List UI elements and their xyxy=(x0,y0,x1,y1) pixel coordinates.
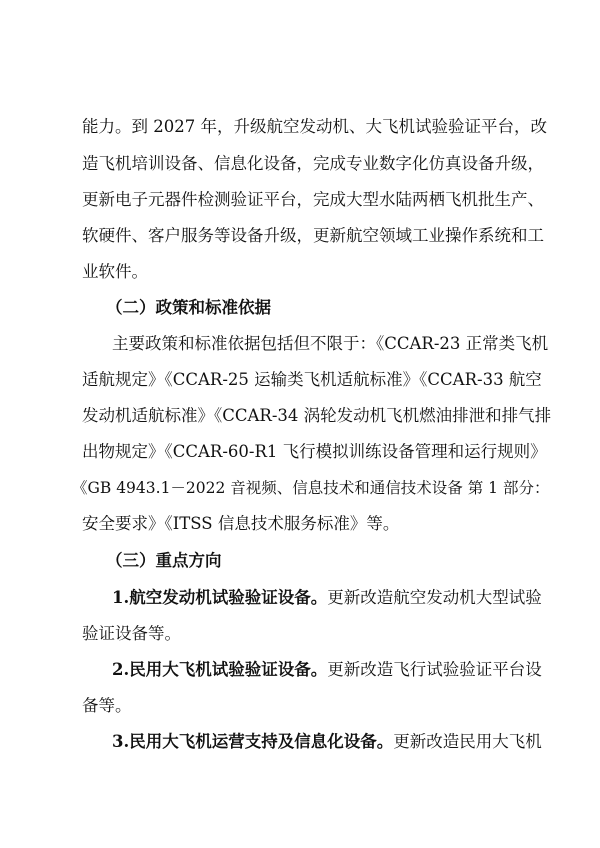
list-item-text: 更新改造航空发动机大型试验 xyxy=(327,588,542,607)
section-heading: （二）政策和标准依据 xyxy=(106,298,271,317)
body-line: 发动机适航标准》《CCAR-34 涡轮发动机飞机燃油排泄和排气排 xyxy=(82,406,552,425)
list-item xyxy=(112,588,542,608)
list-item xyxy=(112,732,542,752)
section-heading: （三）重点方向 xyxy=(106,551,222,570)
list-item-title: 3.民用大飞机运营支持及信息化设备。 xyxy=(112,732,394,751)
body-line: 出物规定》《CCAR-60-R1 飞行模拟训练设备管理和运行规则》 xyxy=(82,442,547,461)
body-line: 业软件。 xyxy=(82,262,148,281)
list-item xyxy=(112,660,542,680)
list-item-text: 更新改造飞行试验验证平台设 xyxy=(327,660,542,679)
body-line: 更新电子元器件检测验证平台，完成大型水陆两栖飞机批生产、 xyxy=(82,190,544,209)
body-line: 软硬件、客户服务等设备升级，更新航空领域工业操作系统和工 xyxy=(82,226,544,245)
body-line: 验证设备等。 xyxy=(82,624,181,643)
list-item-text: 更新改造民用大飞机 xyxy=(393,732,542,751)
body-line: 能力。到 2027 年，升级航空发动机、大飞机试验验证平台，改 xyxy=(82,117,547,136)
body-line: 主要政策和标准依据包括但不限于：《CCAR-23 正常类飞机 xyxy=(112,334,549,353)
body-line: 备等。 xyxy=(82,696,132,715)
list-item-title: 2.民用大飞机试验验证设备。 xyxy=(112,660,328,679)
body-line: 造飞机培训设备、信息化设备，完成专业数字化仿真设备升级， xyxy=(82,154,544,173)
list-item-title: 1.航空发动机试验验证设备。 xyxy=(112,588,328,607)
body-line: 适航规定》《CCAR-25 运输类飞机适航标准》《CCAR-33 航空 xyxy=(82,370,542,389)
body-line: 《GB 4943.1－2022 音视频、信息技术和通信技术设备 第 1 部分： xyxy=(72,479,550,497)
body-line: 安全要求》《ITSS 信息技术服务标准》等。 xyxy=(82,514,400,533)
